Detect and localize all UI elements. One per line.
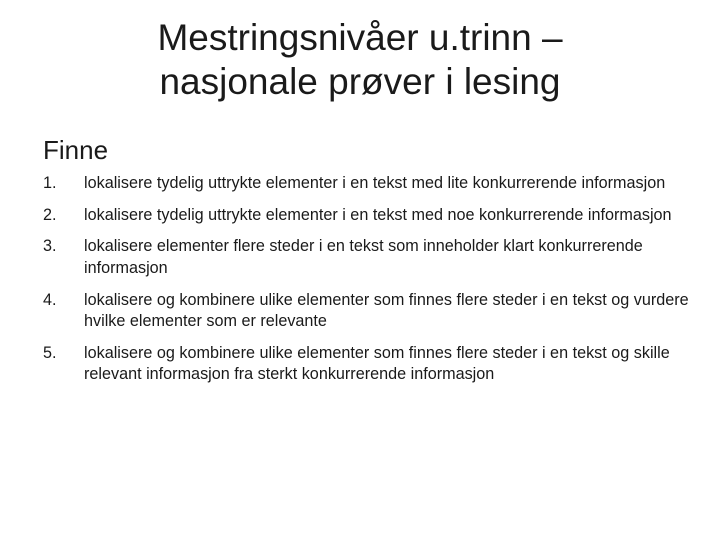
list-item-text: lokalisere tydelig uttrykte elementer i en tekst med noe konkurrerende informasjon [84,205,672,224]
list-item-number: 3. [43,237,57,256]
list-item-number: 1. [43,174,57,192]
list-item [43,173,693,195]
list-item-text: lokalisere og kombinere ulike elementer som finnes flere steder i en tekst og vurdere hvilke elementer som er relevante [84,290,689,331]
slide-title-line-2: nasjonale prøver i lesing [159,61,561,102]
list-item-number: 5. [43,343,57,362]
list-item-text: lokalisere elementer flere steder i en tekst som inneholder klart konkurrerende informasjon [84,237,643,277]
list-item [43,290,693,333]
list-item-text: lokalisere tydelig uttrykte elementer i en tekst med lite konkurrerende informasjon [84,174,666,192]
slide-title-line-1: Mestringsnivåer u.trinn – [157,17,563,58]
list-item [43,236,693,279]
list-item-number: 4. [43,290,57,309]
list-item [43,205,693,227]
mastery-level-list [43,173,693,396]
slide-title [60,16,660,104]
section-heading: Finne [43,135,109,165]
list-item-text: lokalisere og kombinere ulike elementer som finnes flere steder i en tekst og skille relevant informasjon fra sterkt konkurrerende informasjon [84,343,670,384]
list-item [43,343,693,386]
list-item-number: 2. [43,205,57,224]
